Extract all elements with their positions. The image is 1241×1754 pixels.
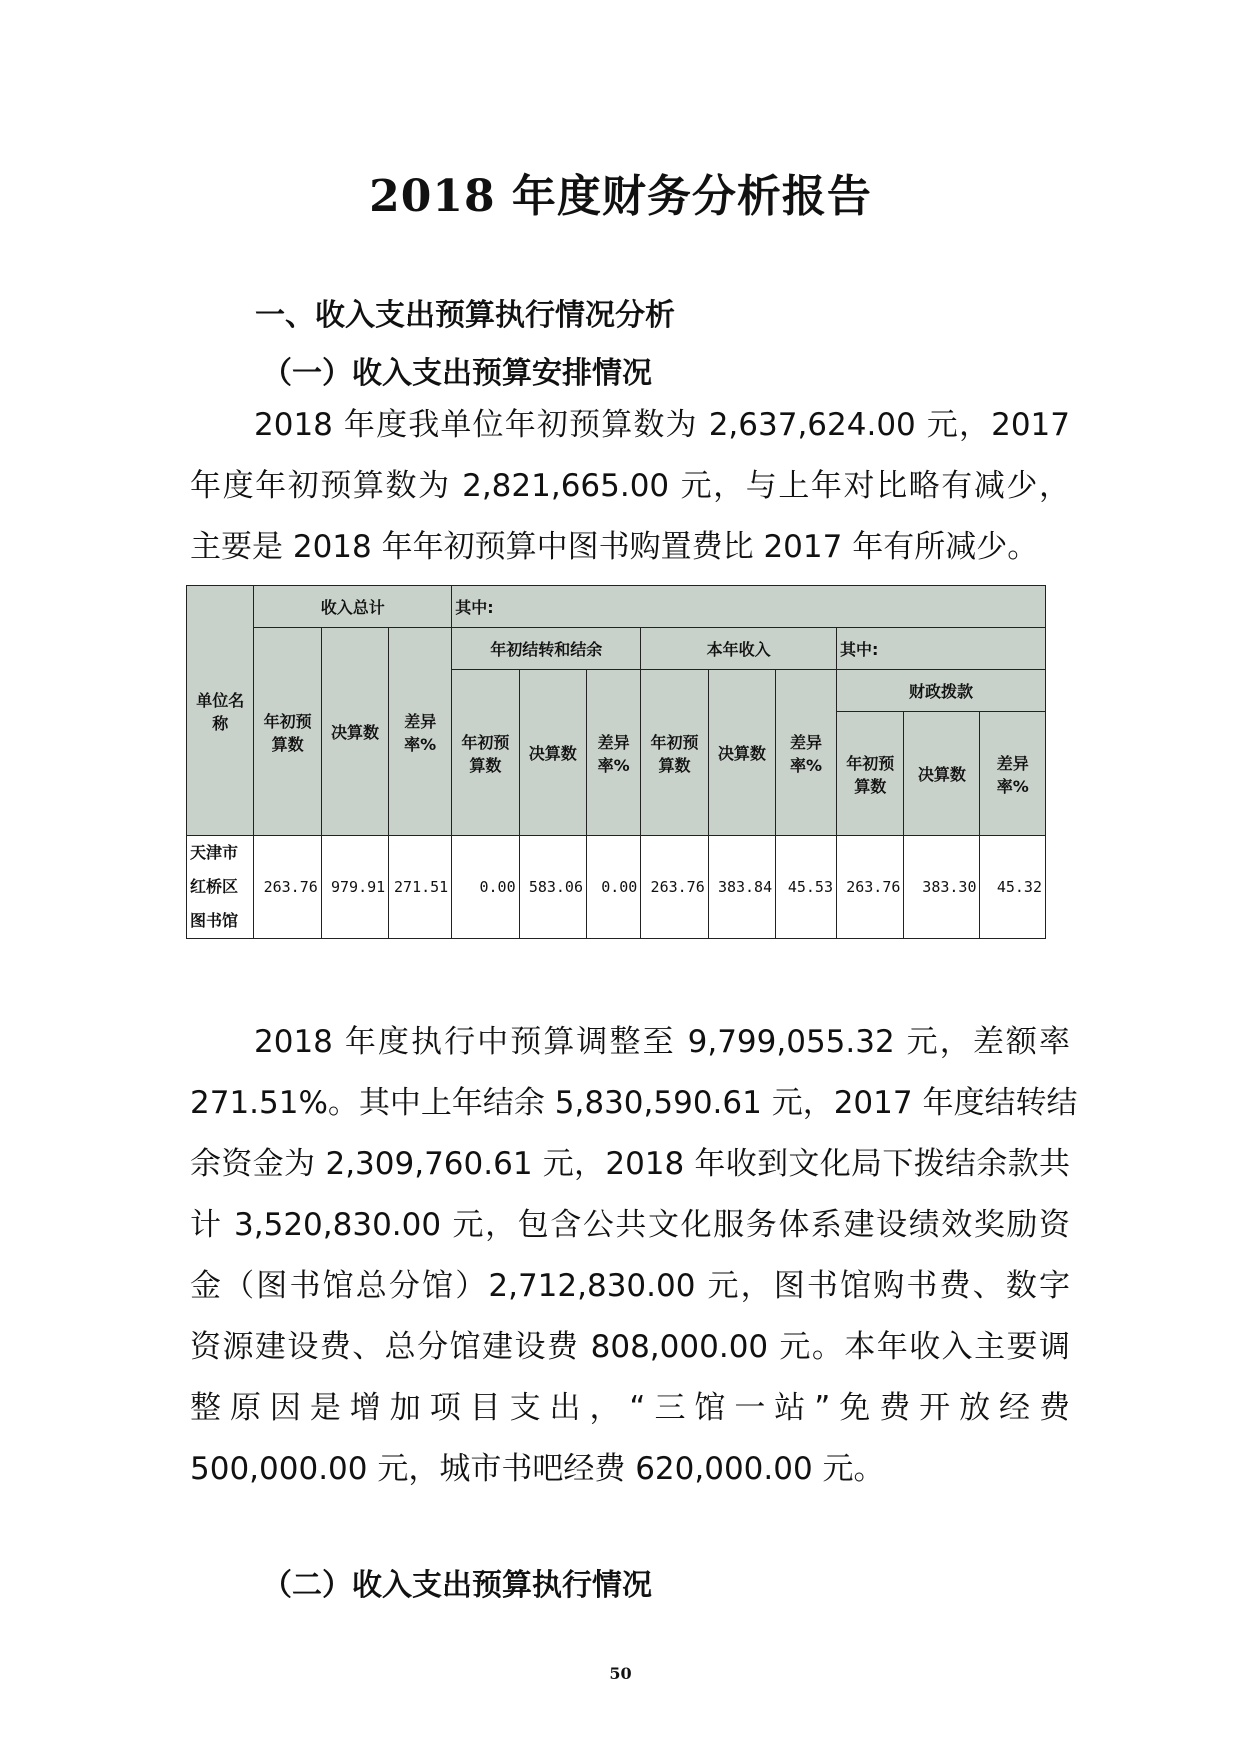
header-budget: 年初预算数 (837, 712, 904, 836)
paragraph-line: 余资金为 2,309,760.61 元，2018 年收到文化局下拨结余款共 (190, 1146, 1070, 1182)
paragraph-line: 年度年初预算数为 2,821,665.00 元，与上年对比略有减少， (190, 468, 1070, 504)
paragraph-line: 271.51%。其中上年结余 5,830,590.61 元，2017 年度结转结 (190, 1085, 1078, 1121)
cell-carryover-diff: 0.00 (587, 836, 641, 939)
header-current-income: 本年收入 (641, 628, 837, 670)
cell-total-diff: 271.51 (389, 836, 452, 939)
subsection-heading-2: （二）收入支出预算执行情况 (262, 1568, 652, 1603)
header-unit-name: 单位名称 (187, 586, 254, 836)
header-budget: 年初预算数 (641, 670, 708, 836)
cell-income-final: 383.84 (708, 836, 775, 939)
header-final: 决算数 (321, 628, 388, 836)
paragraph-line: 500,000.00 元，城市书吧经费 620,000.00 元。 (190, 1451, 885, 1487)
paragraph-line: 计 3,520,830.00 元，包含公共文化服务体系建设绩效奖励资 (190, 1207, 1070, 1243)
header-diff: 差异率% (776, 670, 837, 836)
cell-total-budget: 263.76 (254, 836, 321, 939)
paragraph-line: 2018 年度执行中预算调整至 9,799,055.32 元，差额率 (254, 1024, 1070, 1060)
header-final: 决算数 (519, 670, 586, 836)
table-row (187, 836, 1046, 939)
cell-carryover-final: 583.06 (519, 836, 586, 939)
cell-fiscal-final: 383.30 (904, 836, 980, 939)
paragraph-line: 2018 年度我单位年初预算数为 2,637,624.00 元，2017 (254, 407, 1070, 443)
page-title: 2018 年度财务分析报告 (369, 171, 872, 222)
budget-table (186, 585, 1046, 939)
header-budget: 年初预算数 (254, 628, 321, 836)
header-of-which: 其中: (452, 586, 1046, 628)
cell-carryover-budget: 0.00 (452, 836, 519, 939)
cell-fiscal-budget: 263.76 (837, 836, 904, 939)
cell-income-diff: 45.53 (776, 836, 837, 939)
header-final: 决算数 (904, 712, 980, 836)
cell-total-final: 979.91 (321, 836, 388, 939)
header-diff: 差异率% (587, 670, 641, 836)
cell-fiscal-diff: 45.32 (980, 836, 1046, 939)
subsection-heading-1: （一）收入支出预算安排情况 (262, 356, 652, 391)
page-number: 50 (609, 1664, 632, 1683)
header-of-which-2: 其中: (837, 628, 1046, 670)
header-fiscal: 财政拨款 (837, 670, 1046, 712)
cell-income-budget: 263.76 (641, 836, 708, 939)
header-final: 决算数 (708, 670, 775, 836)
paragraph-line: 主要是 2018 年年初预算中图书购置费比 2017 年有所减少。 (190, 529, 1039, 565)
header-diff: 差异率% (980, 712, 1046, 836)
paragraph-2 (190, 1012, 1078, 1500)
header-carryover: 年初结转和结余 (452, 628, 641, 670)
paragraph-line: 整原因是增加项目支出，“三馆一站”免费开放经费 (190, 1390, 1070, 1426)
paragraph-line: 资源建设费、总分馆建设费 808,000.00 元。本年收入主要调 (190, 1329, 1070, 1365)
unit-name-cell: 天津市红桥区图书馆 (187, 836, 254, 939)
paragraph-line: 金（图书馆总分馆）2,712,830.00 元，图书馆购书费、数字 (190, 1268, 1070, 1304)
header-total-income: 收入总计 (254, 586, 452, 628)
section-heading: 一、收入支出预算执行情况分析 (255, 298, 675, 333)
header-diff: 差异率% (389, 628, 452, 836)
paragraph-1 (190, 395, 1070, 578)
header-budget: 年初预算数 (452, 670, 519, 836)
